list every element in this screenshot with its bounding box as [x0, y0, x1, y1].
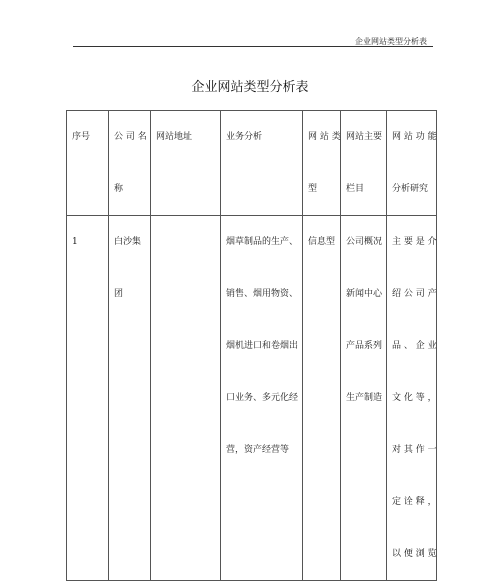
header-label: 业务分析	[226, 132, 263, 142]
document-title: 企业网站类型分析表	[191, 80, 309, 95]
function-text: 以 便 浏 览	[392, 549, 437, 559]
header-label: 公 司 名	[114, 132, 147, 142]
business-text: 烟机进口和卷烟出	[226, 341, 299, 351]
cell-function	[387, 216, 437, 581]
running-header: 企业网站类型分析表	[355, 37, 427, 46]
row-index: 1	[72, 237, 78, 247]
header-cell-function	[387, 111, 437, 216]
header-label: 网 站 类	[308, 132, 341, 142]
header-cell-sections	[341, 111, 387, 216]
header-label: 栏目	[346, 184, 365, 194]
section-text: 产品系列	[346, 341, 383, 351]
header-label: 分析研究	[392, 184, 429, 194]
header-cell-company	[109, 111, 151, 216]
header-label: 序号	[72, 132, 91, 142]
table-row	[67, 216, 437, 581]
company-text: 团	[114, 289, 124, 299]
section-text: 公司概况	[346, 237, 383, 247]
cell-index	[67, 216, 109, 581]
section-text: 新闻中心	[346, 289, 383, 299]
header-cell-url	[151, 111, 221, 216]
analysis-table	[66, 110, 437, 581]
business-text: 口业务、多元化经	[226, 393, 299, 403]
type-text: 信息型	[308, 237, 336, 247]
header-cell-type	[303, 111, 341, 216]
function-text: 定 诠 释 ，	[392, 497, 437, 507]
header-cell-business	[221, 111, 303, 216]
header-label: 网站地址	[156, 132, 193, 142]
company-text: 白沙集	[114, 237, 142, 247]
function-text: 绍 公 司 产	[392, 289, 437, 299]
cell-company	[109, 216, 151, 581]
header-label: 称	[114, 184, 124, 194]
cell-url	[151, 216, 221, 581]
business-text: 营，资产经营等	[226, 445, 290, 455]
function-text: 文 化 等 ，	[392, 393, 437, 403]
business-text: 烟草制品的生产、	[226, 237, 299, 247]
header-label: 网站主要	[346, 132, 383, 142]
header-label: 型	[308, 184, 318, 194]
function-text: 对 其 作 一	[392, 445, 437, 455]
function-text: 主 要 是 介	[392, 237, 437, 247]
function-text: 品 、 企 业	[392, 341, 437, 351]
header-label: 网 站 功 能	[392, 132, 437, 142]
header-cell-index	[67, 111, 109, 216]
cell-type	[303, 216, 341, 581]
cell-sections	[341, 216, 387, 581]
header-divider	[73, 46, 433, 47]
table-header-row	[67, 111, 437, 216]
cell-business	[221, 216, 303, 581]
section-text: 生产制造	[346, 393, 383, 403]
business-text: 销售、烟用物资、	[226, 289, 299, 299]
